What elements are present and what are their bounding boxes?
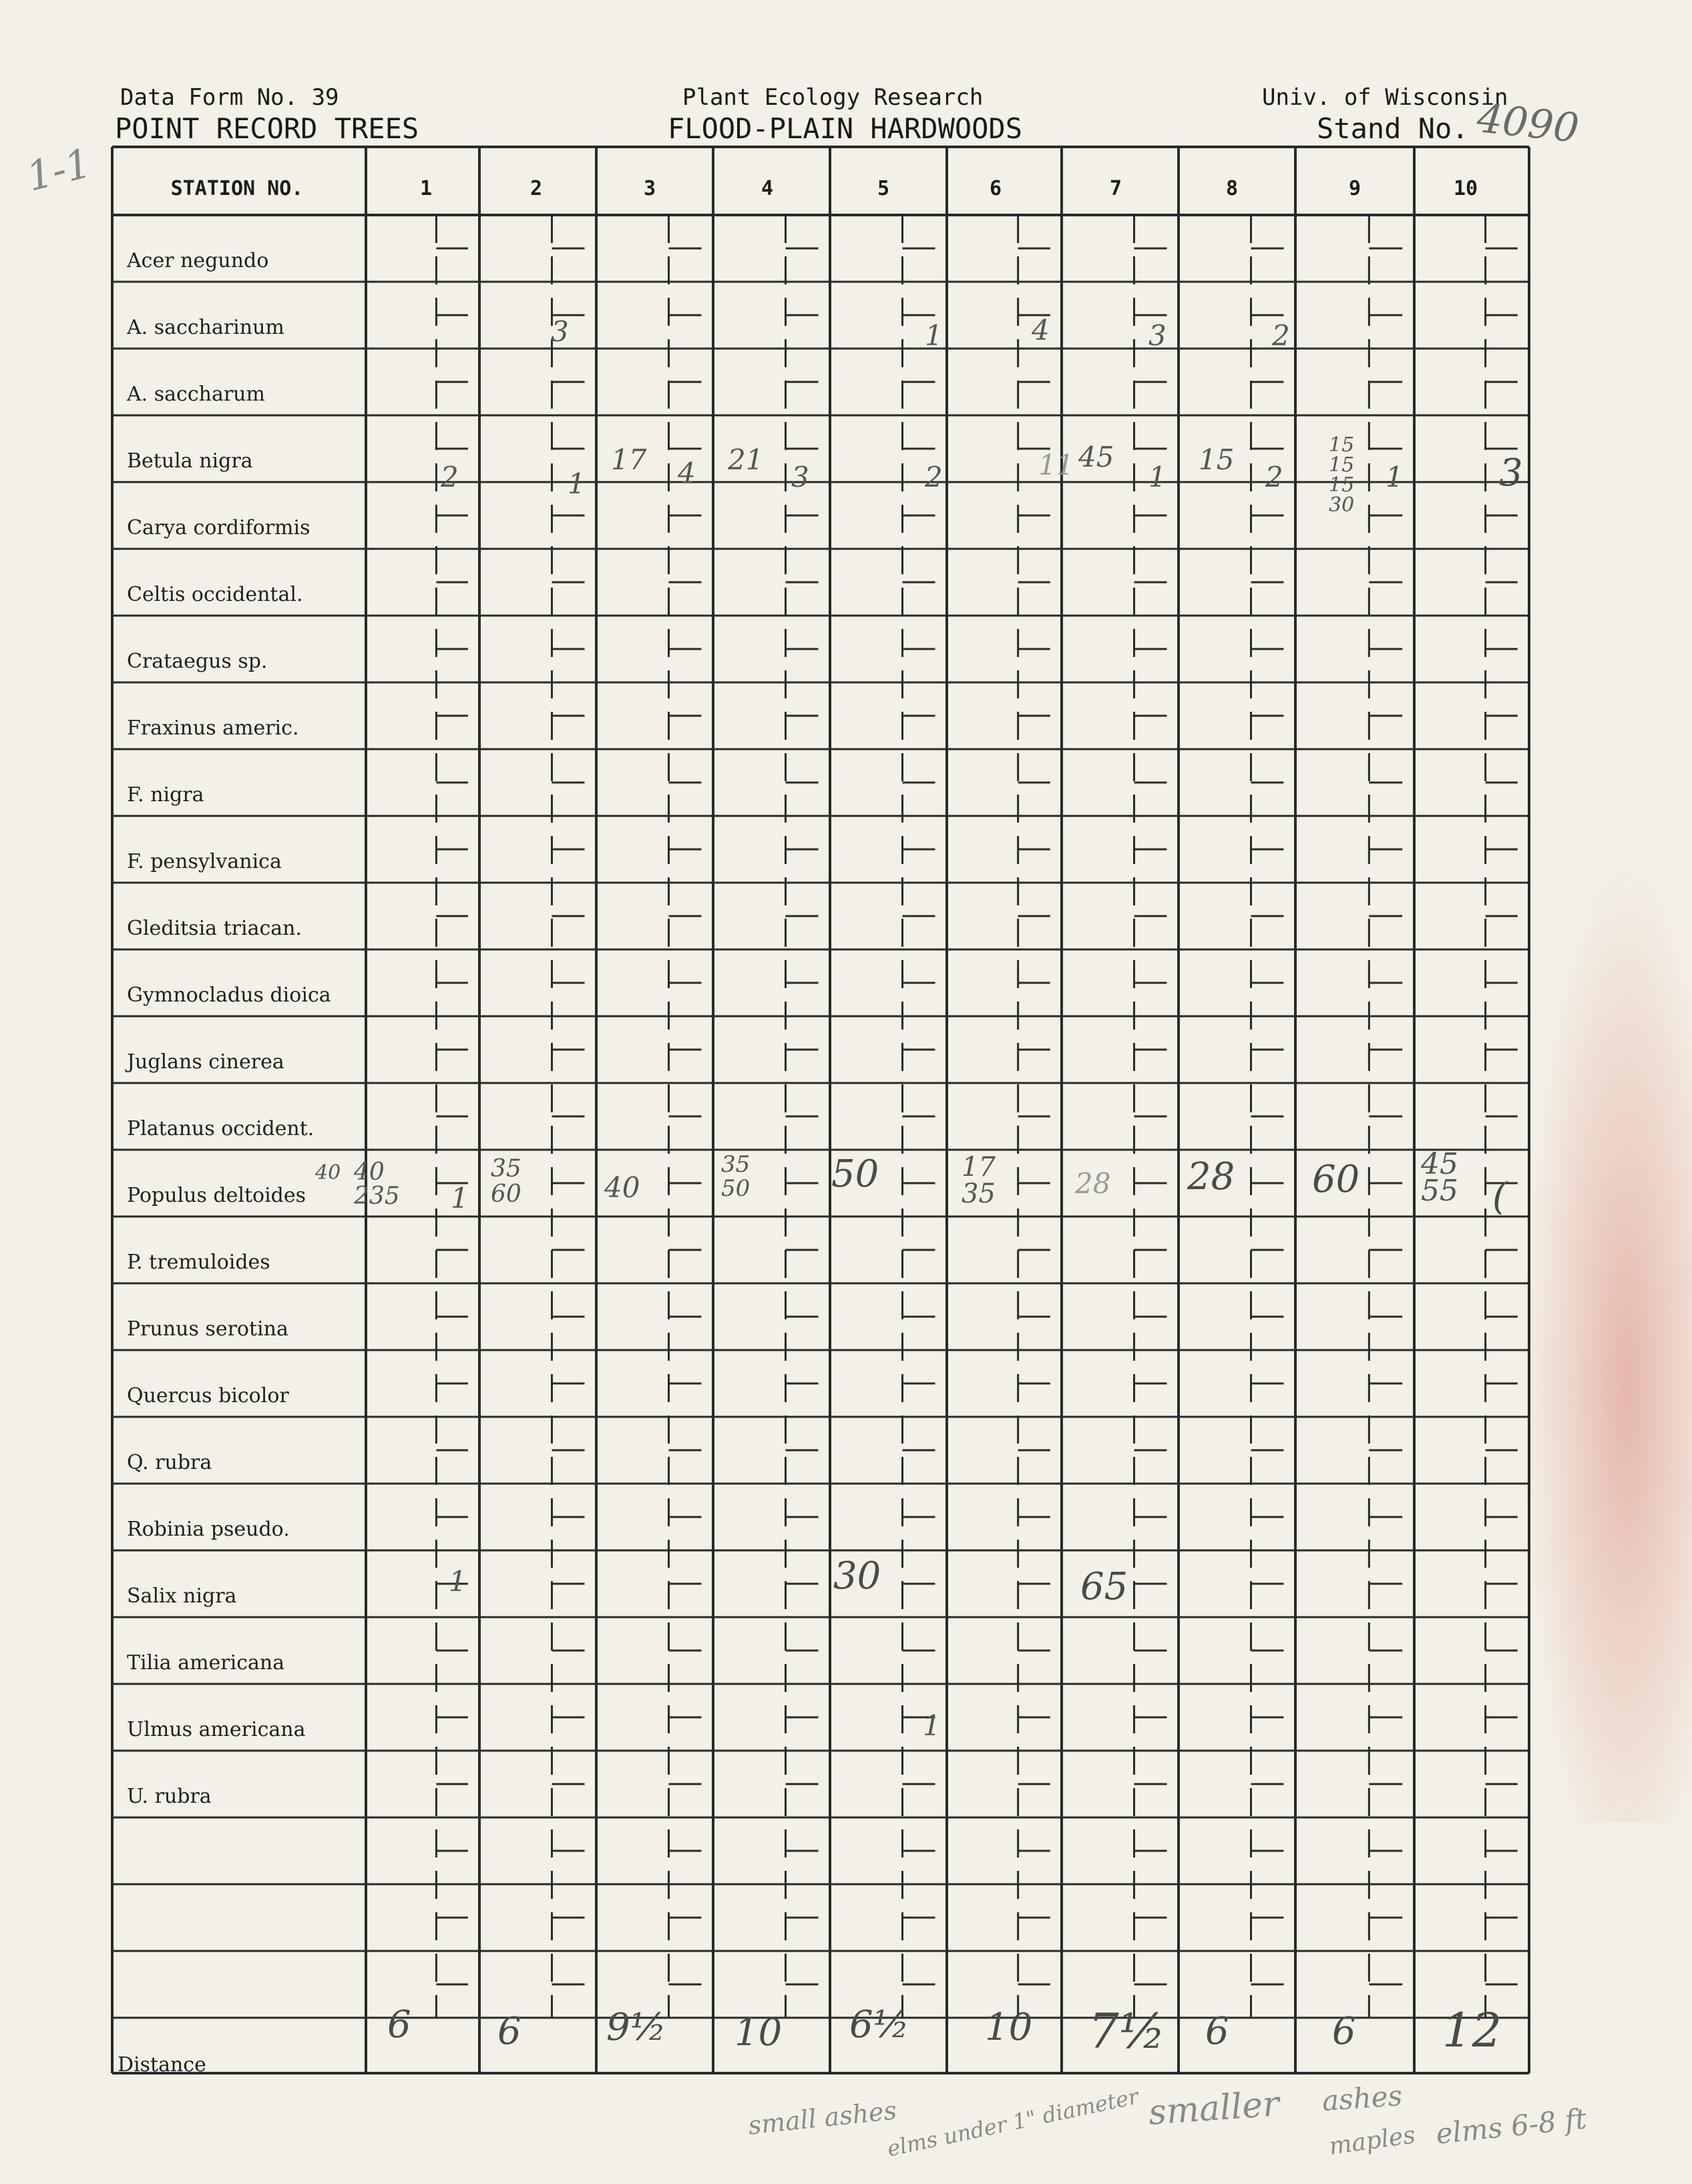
handwritten-entry: 45: [1078, 441, 1114, 473]
distance-value: 6: [387, 2003, 411, 2046]
distance-value: 10: [985, 2006, 1033, 2049]
station-2: 2: [530, 177, 543, 200]
form-title: POINT RECORD TREES: [115, 112, 419, 145]
handwritten-entry: 35 60: [491, 1155, 521, 1208]
form-subtitle: FLOOD-PLAIN HARDWOODS: [668, 112, 1023, 145]
station-4: 4: [761, 177, 774, 200]
handwritten-entry: 30: [833, 1554, 881, 1598]
species-label: Platanus occident.: [127, 1117, 314, 1140]
handwritten-entry: 3: [551, 315, 569, 348]
species-label: Betula nigra: [127, 449, 253, 473]
handwritten-entry: 45 55: [1421, 1147, 1458, 1208]
handwritten-entry: 35 50: [721, 1151, 751, 1202]
station-8: 8: [1225, 177, 1239, 200]
handwritten-entry: 3: [791, 461, 809, 493]
stand-label: Stand No.: [1317, 112, 1469, 145]
handwritten-entry: 1: [451, 1182, 469, 1215]
station-3: 3: [643, 177, 656, 200]
distance-value: 10: [734, 2011, 783, 2054]
station-6: 6: [989, 177, 1002, 200]
distance-value: 6: [497, 2010, 521, 2053]
species-label: Juglans cinerea: [127, 1050, 284, 1074]
distance-value: 9½: [606, 2006, 666, 2049]
species-label: F. pensylvanica: [127, 850, 282, 873]
handwritten-entry: 1: [568, 467, 586, 500]
station-10: 10: [1453, 177, 1478, 200]
species-label: Q. rubra: [127, 1451, 212, 1474]
handwritten-entry: 1: [925, 319, 943, 352]
species-label: P. tremuloides: [127, 1251, 270, 1274]
distance-value: 12: [1442, 2003, 1502, 2058]
handwritten-entry: 1: [923, 1709, 941, 1742]
stand-number: 4090: [1474, 95, 1581, 152]
handwritten-entry: 40: [604, 1171, 640, 1204]
handwritten-entry: 28: [1075, 1167, 1111, 1200]
handwritten-entry: 50: [831, 1152, 879, 1196]
handwritten-entry: 2: [925, 461, 943, 493]
handwritten-entry: 40 235: [354, 1158, 400, 1210]
distance-value: 6: [1332, 2010, 1356, 2053]
handwritten-entry: 2: [1265, 461, 1283, 493]
station-1: 1: [419, 177, 433, 200]
species-label: A. saccharum: [127, 383, 265, 406]
distance-value: 6½: [849, 2003, 909, 2046]
margin-mark: 1-1: [21, 140, 96, 201]
handwritten-entry: 1: [1148, 461, 1167, 493]
distance-value: 6: [1205, 2010, 1229, 2053]
handwritten-entry: 4: [678, 457, 696, 489]
handwritten-entry: 1: [1386, 461, 1404, 493]
species-label: Fraxinus americ.: [127, 716, 299, 740]
handwritten-list: 15 15 15 30: [1329, 433, 1355, 517]
handwritten-entry: 4: [1032, 314, 1050, 347]
species-label: Robinia pseudo.: [127, 1518, 290, 1541]
pencil-note: maples: [1327, 2121, 1418, 2161]
pencil-note: ashes: [1321, 2079, 1404, 2118]
university: Univ. of Wisconsin: [1262, 84, 1508, 111]
species-label: A. saccharinum: [127, 316, 284, 339]
pencil-note: elms 6-8 ft: [1434, 2102, 1589, 2151]
species-label: Prunus serotina: [127, 1317, 288, 1341]
organization: Plant Ecology Research: [682, 84, 984, 111]
handwritten-entry: 3: [1148, 319, 1167, 352]
distance-value: 7½: [1088, 2003, 1166, 2059]
handwritten-entry: 28: [1187, 1155, 1235, 1198]
handwritten-entry: 1: [449, 1565, 467, 1598]
species-label: Gymnocladus dioica: [127, 984, 331, 1007]
handwritten-entry: 15: [1199, 443, 1235, 476]
species-label: Carya cordiformis: [127, 516, 310, 539]
handwritten-entry: 17: [611, 443, 647, 476]
pencil-note: small ashes: [747, 2095, 898, 2141]
station-5: 5: [877, 177, 890, 200]
species-label: Gleditsia triacan.: [127, 917, 302, 940]
station-7: 7: [1109, 177, 1122, 200]
handwritten-entry: 3: [1499, 451, 1523, 495]
species-label: U. rubra: [127, 1785, 212, 1808]
station-header: STATION NO.: [170, 177, 304, 200]
handwritten-entry: 21: [728, 443, 764, 476]
species-label: Tilia americana: [127, 1651, 285, 1675]
species-label: Celtis occidental.: [127, 583, 303, 606]
form-number: Data Form No. 39: [120, 84, 339, 111]
species-label: Crataegus sp.: [127, 650, 268, 673]
handwritten-entry: 60: [1312, 1158, 1360, 1201]
station-9: 9: [1348, 177, 1361, 200]
handwritten-entry: 2: [441, 461, 459, 493]
species-label: Populus deltoides: [127, 1184, 306, 1207]
handwritten-entry: 40: [315, 1161, 341, 1184]
pencil-note: smaller: [1147, 2084, 1281, 2133]
species-label: F. nigra: [127, 783, 204, 807]
species-label: Ulmus americana: [127, 1718, 306, 1741]
species-label: Salix nigra: [127, 1584, 237, 1608]
handwritten-entry: 17 35: [962, 1152, 996, 1209]
distance-label: Distance: [118, 2053, 206, 2077]
handwritten-entry: 65: [1080, 1565, 1128, 1608]
species-label: Quercus bicolor: [127, 1384, 289, 1407]
handwritten-entry: 2: [1272, 319, 1290, 352]
species-label: Acer negundo: [127, 249, 269, 272]
handwritten-entry: (: [1492, 1175, 1507, 1219]
handwritten-entry: 11: [1038, 449, 1074, 481]
pencil-note: elms under 1" diameter: [885, 2083, 1141, 2162]
